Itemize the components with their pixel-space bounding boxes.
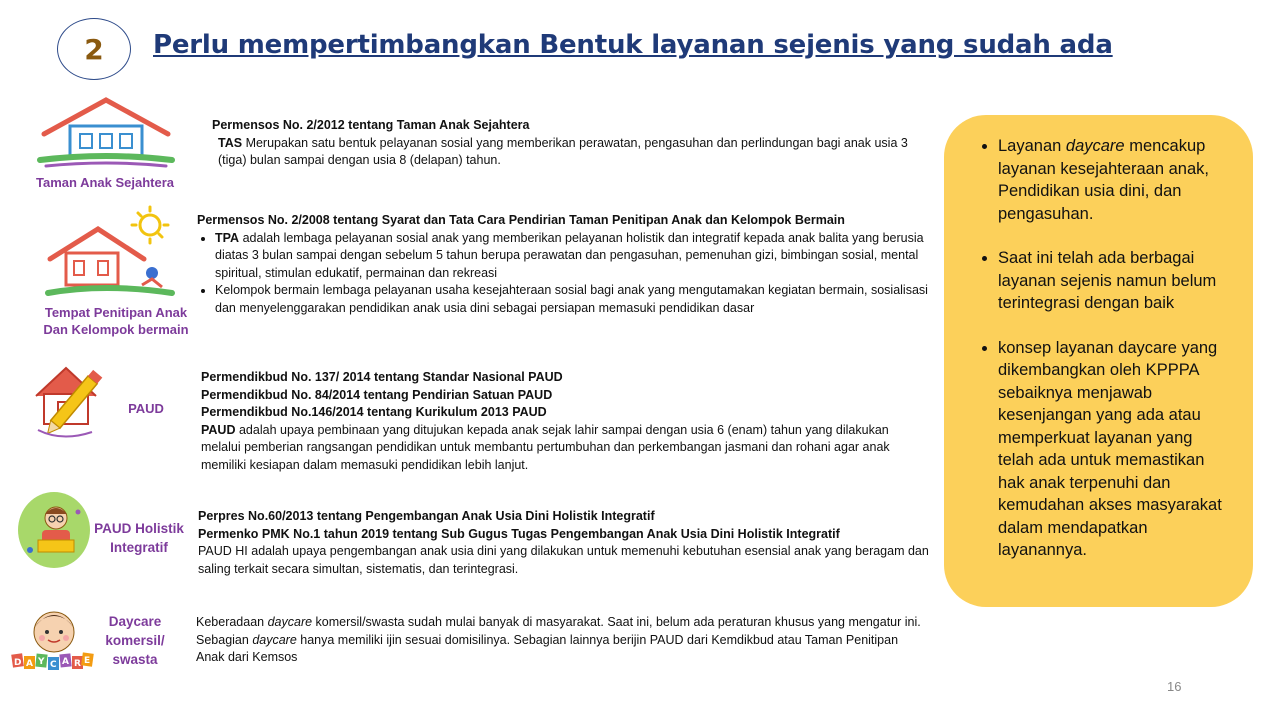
section-paud-text	[201, 369, 931, 474]
section-heading: Perpres No.60/2013 tentang Pengembangan Anak Usia Dini Holistik Integratif	[198, 509, 655, 523]
list-item: • TPA adalah lembaga pelayanan sosial anak yang memberikan pelayanan holistik dan integratif kepada anak balita yang berusia diatas 3 bulan sampai dengan sebelum 5 tahun berupa perawatan dan pengasuhan, pemenuhan gizi, bimbingan sosial, mental spiritual, stimulan edukatif, permainan dan rekreasi	[215, 230, 939, 283]
slide-number-badge: 2	[57, 18, 131, 80]
svg-text:A: A	[62, 657, 69, 667]
label-paud: PAUD	[128, 401, 164, 416]
child-reading-icon	[16, 490, 92, 570]
svg-text:E: E	[84, 656, 91, 666]
house-icon	[36, 94, 176, 170]
daycare-kid-icon	[10, 604, 94, 678]
summary-bullet: • konsep layanan daycare yang dikembangkan oleh KPPPA sebaiknya menjawab kesenjangan yang ada atau memperkuat layanan yang telah ada untuk memastikan hak anak terpenuhi dan kemudahan akses masyarakat dalam mendapatkan layanannya.	[998, 337, 1231, 562]
section-heading: Permendikbud No. 84/2014 tentang Pendirian Satuan PAUD	[201, 387, 553, 402]
summary-bullet: • Layanan daycare mencakup layanan kesejahteraan anak, Pendidikan usia dini, dan pengasuhan.	[998, 135, 1231, 225]
section-heading: Permendikbud No.146/2014 tentang Kurikulum 2013 PAUD	[201, 405, 547, 419]
svg-text:D: D	[14, 658, 22, 668]
svg-text:Y: Y	[38, 657, 45, 667]
section-heading: Permendikbud No. 137/ 2014 tentang Standar Nasional PAUD	[201, 370, 563, 384]
sun-house-icon	[44, 203, 176, 301]
summary-bullet: • Saat ini telah ada berbagai layanan sejenis namun belum terintegrasi dengan baik	[998, 247, 1231, 315]
page-number: 16	[1167, 679, 1182, 694]
summary-panel	[944, 115, 1253, 607]
svg-text:C: C	[50, 660, 57, 670]
section-description: Keberadaan daycare komersil/swasta sudah mulai banyak di masyarakat. Saat ini, belum ada peraturan khusus yang mengatur ini. Sebagian daycare hanya memiliki ijin sesuai domisilinya. Sebagian lainnya berijin PAUD dari Kemdikbud atau Taman Penitipan Anak dari Kemsos	[196, 615, 921, 664]
slide-title: Perlu mempertimbangkan Bentuk layanan sejenis yang sudah ada	[153, 30, 1113, 60]
section-heading: Permenko PMK No.1 tahun 2019 tentang Sub Gugus Tugas Pengembangan Anak Usia Dini Holistik Integratif	[198, 526, 840, 541]
section-description: PAUD adalah upaya pembinaan yang ditujukan kepada anak sejak lahir sampai dengan usia 6 (enam) tahun yang dilakukan melalui pemberian rangsangan pendidikan untuk membantu pertumbuhan dan perkembangan jasmani dan rohani agar anak memiliki kesiapan dalam memasuki pendidikan lebih lanjut.	[201, 422, 890, 472]
svg-text:R: R	[74, 659, 81, 669]
pencil-house-icon	[32, 362, 124, 446]
section-paud-hi-text	[198, 508, 934, 578]
section-daycare-text	[196, 614, 926, 667]
svg-text:A: A	[26, 659, 33, 669]
label-paud-holistik-integratif: PAUD Holistik Integratif	[94, 521, 184, 555]
section-heading: Permensos No. 2/2012 tentang Taman Anak Sejahtera	[212, 118, 530, 132]
section-tas-text	[212, 117, 922, 170]
label-daycare-komersil-swasta: Daycare komersil/ swasta	[105, 614, 165, 667]
section-tpa-text	[197, 212, 939, 317]
label-taman-anak-sejahtera: Taman Anak Sejahtera	[36, 175, 174, 190]
list-item: • Kelompok bermain lembaga pelayanan usaha kesejahteraan sosial bagi anak yang mengutamakan kegiatan bermain, sosialisasi dan menyelenggarakan pendidikan anak usia dini sebagai persiapan memasuki pendidikan dasar	[215, 282, 939, 317]
label-tpa-kelompok-bermain: Tempat Penitipan Anak Dan Kelompok bermain	[43, 305, 189, 337]
section-description: TAS Merupakan satu bentuk pelayanan sosial yang memberikan perawatan, pengasuhan dan perlindungan bagi anak usia 3 (tiga) bulan sampai dengan usia 8 (delapan) tahun.	[218, 135, 908, 167]
section-description: PAUD HI adalah upaya pengembangan anak usia dini yang dilakukan untuk memenuhi kebutuhan esensial anak yang beragam dan saling terkait secara simultan, sistematis, dan terintegrasi.	[198, 544, 929, 576]
section-heading: Permensos No. 2/2008 tentang Syarat dan Tata Cara Pendirian Taman Penitipan Anak dan Kelompok Bermain	[197, 213, 845, 227]
